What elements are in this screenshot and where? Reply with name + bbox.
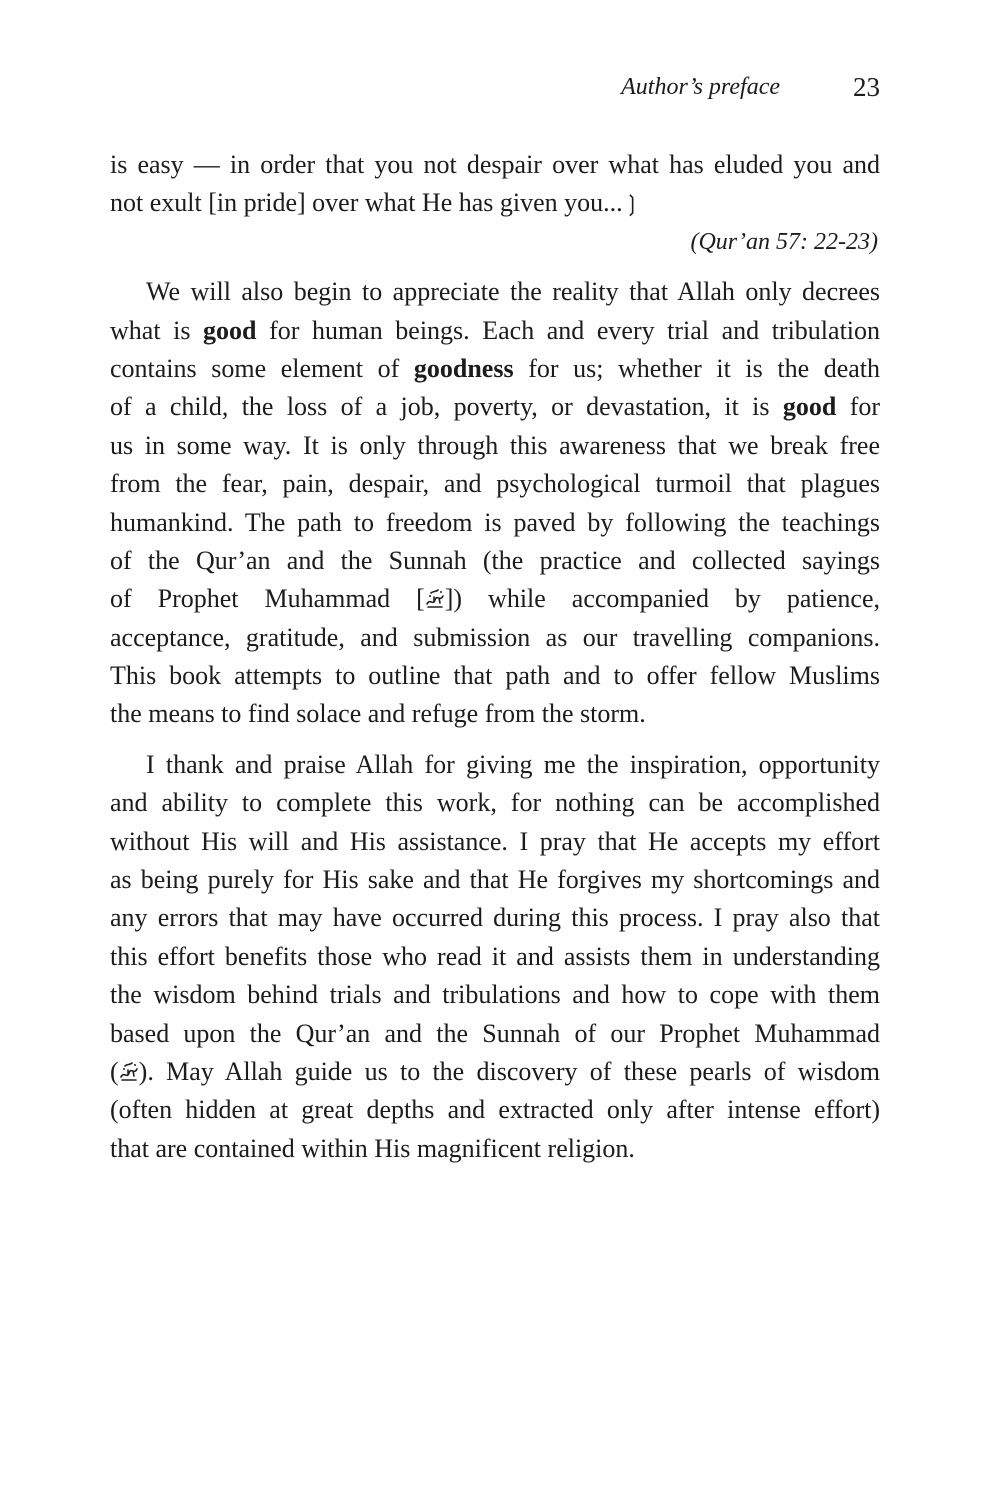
paragraph-1-line: humankind. The path to freedom is paved by following the teachings <box>110 507 880 537</box>
paragraph-2-line: this effort benefits those who read it and assists them in understanding <box>110 941 880 971</box>
paragraph-2-line: that are contained within His magnificent religion. <box>110 1133 635 1163</box>
paragraph-1-line: the means to find solace and refuge from the storm. <box>110 699 646 729</box>
emphasis-good: good <box>203 315 257 345</box>
paragraph-2-line: any errors that may have occurred during this process. I pray also that <box>110 903 880 933</box>
paragraph-2-line <box>110 1053 880 1091</box>
quote-line-text: not exult [in pride] over what He has given you... <box>110 188 623 218</box>
paragraph-2-line: based upon the Qur’an and the Sunnah of our Prophet Muhammad <box>110 1018 880 1048</box>
salutation-calligraphy-icon <box>425 588 445 610</box>
page-number: 23 <box>853 72 880 102</box>
paragraph-2-line: the wisdom behind trials and tribulations and how to cope with them <box>110 980 880 1010</box>
text-run: what is <box>110 315 191 345</box>
text-run: for <box>849 392 881 422</box>
paragraph-1-line: We will also begin to appreciate the reality that Allah only decrees <box>146 277 880 307</box>
paragraph-2-line: and ability to complete this work, for nothing can be accomplished <box>110 788 880 818</box>
text-run: of Prophet Muhammad [ <box>110 584 425 614</box>
text-run: for human beings. Each and every trial and tribulation <box>269 315 881 345</box>
paragraph-1-line: us in some way. It is only through this awareness that we break free <box>110 430 880 460</box>
paragraph-1-line: from the fear, pain, despair, and psychological turmoil that plagues <box>110 469 880 499</box>
body-text <box>110 146 880 1168</box>
quote-line <box>110 184 880 222</box>
running-head: Author’s preface <box>621 74 780 100</box>
text-run: ]) while accompanied by patience, <box>444 584 880 614</box>
quote-line: is easy — in order that you not despair over what has eluded you and <box>110 150 880 179</box>
text-run: ( <box>110 1056 119 1086</box>
paragraph-1-line <box>110 350 880 388</box>
paragraph-1-line <box>110 312 880 350</box>
text-run: for us; whether it is the death <box>528 353 881 383</box>
text-run: of a child, the loss of a job, poverty, or devastation, it is <box>110 392 770 422</box>
paragraph-1-line <box>110 580 880 618</box>
paragraph-1-line: acceptance, gratitude, and submission as our travelling companions. <box>110 622 880 652</box>
quote-citation: (Qur’an 57: 22-23) <box>690 228 878 255</box>
salutation-calligraphy-icon <box>119 1061 139 1083</box>
emphasis-good: good <box>782 392 837 422</box>
emphasis-goodness: goodness <box>413 353 514 383</box>
paragraph-1-line: This book attempts to outline that path and to offer fellow Muslims <box>110 661 880 691</box>
paragraph-2-line: (often hidden at great depths and extracted only after intense effort) <box>110 1095 880 1125</box>
paragraph-2-line: I thank and praise Allah for giving me the inspiration, opportunity <box>146 749 880 779</box>
text-run: contains some element of <box>110 353 400 383</box>
text-run: ). May Allah guide us to the discovery of these pearls of wisdom <box>138 1056 880 1086</box>
paragraph-1-line: of the Qur’an and the Sunnah (the practice and collected sayings <box>110 545 880 575</box>
ornamental-bracket-icon: ❳ <box>622 191 642 217</box>
paragraph-1-line <box>110 388 880 426</box>
paragraph-2-line: without His will and His assistance. I pray that He accepts my effort <box>110 826 880 856</box>
paragraph-2-line: as being purely for His sake and that He forgives my shortcomings and <box>110 865 880 895</box>
